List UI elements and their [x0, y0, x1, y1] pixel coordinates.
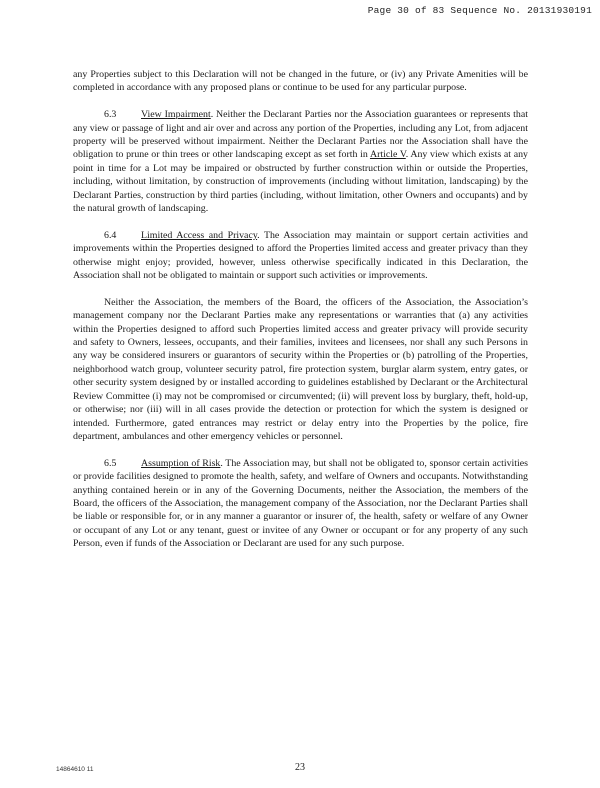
section-number: 6.3 — [104, 109, 117, 121]
section-6-3 — [73, 108, 528, 215]
security-disclaimer-paragraph — [73, 296, 528, 443]
section-number: 6.5 — [104, 457, 117, 469]
section-6-5 — [73, 457, 528, 551]
section-heading: View Impairment — [141, 109, 211, 121]
section-text: . The Association may, but shall not be obligated to, sponsor certain activities or provide facilities designed to promote the health, safety, and welfare of Owners and occupants. Notwithstanding anything contained herein or in any of the Governing Documents, neither the Association, the members of the Board, the officers of the Association, the management company of the Association, nor the Declarant Parties shall be liable or responsible for, or in any manner a guarantor or insurer of, the health, safety or welfare of any Owner or occupant of any Lot or any tenant, guest or invitee of any Owner or occupant or for any property of any such Person, even if funds of the Association or Declarant are used for any such purpose. — [73, 457, 529, 550]
section-number: 6.4 — [104, 229, 117, 241]
section-text: . Neither the Declarant Parties nor the Association guarantees or represents that any view or passage of light and air over and across any portion of the Properties, including any Lot, from adjacent property will be preserved without impairment. Neither the Declarant Parties nor the Association shall have the obligation to prune or thin trees or other landscaping except as set forth in — [73, 109, 528, 161]
section-text: . The Association may maintain or support certain activities and improvements within the Properties designed to afford the Properties limited access and greater privacy than they otherwise might enjoy; provided, however, unless otherwise specifically indicated in this Declaration, the Association shall not be obligated to maintain or support such activities or improvements. — [73, 229, 528, 282]
section-heading: Assumption of Risk — [141, 457, 221, 469]
page-sequence-stamp: Page 30 of 83 Sequence No. 20131930191 — [367, 5, 592, 16]
article-reference: Article V — [369, 149, 406, 161]
paragraph-text: Neither the Association, the members of the Board, the officers of the Association, the Association’s management company nor the Declarant Parties make any representations or warranties that (a) any activities within the Properties designed to afford such Properties limited access and greater privacy will provide security and safety to Owners, lessees, occupants, and their families, invitees and licensees, nor shall any such Persons in any way be considered insurers or guarantors of security within the Properties or (b) patrolling of the Properties, neighborhood watch group, volunteer security patrol, fire protection system, burglar alarm system, entry gates, or other security system designed by or installed according to guidelines established by Declarant or the Architectural Review Committee (i) may not be compromised or circumvented; (ii) will prevent loss by burglary, theft, hold-up, or otherwise; nor (iii) will in all cases provide the detection or protection for which the system is designed or intended. Furthermore, gated entrances may restrict or delay entry into the Properties by the police, fire department, ambulances and other emergency vehicles or personnel. — [73, 296, 528, 442]
section-6-4 — [73, 229, 528, 283]
section-heading: Limited Access and Privacy — [141, 229, 258, 241]
document-body — [73, 68, 528, 564]
section-text-continued: . Any view which exists at any point in time for a Lot may be impaired or obstructed by further construction within or outside the Properties, including, without limitation, by construction of improvements (including without limitation, landscaping) by the Declarant Parties, construction by third parties (including, without limitation, other Owners and occupants) and by the natural growth of landscaping. — [73, 149, 528, 215]
paragraph-text: any Properties subject to this Declaration will not be changed in the future, or (iv) any Private Amenities will be completed in accordance with any proposed plans or continue to be used for any particular purpose. — [73, 69, 528, 94]
document-id: 14864610 11 — [56, 766, 94, 773]
page-number: 23 — [295, 762, 305, 773]
paragraph-continuation — [73, 68, 528, 95]
